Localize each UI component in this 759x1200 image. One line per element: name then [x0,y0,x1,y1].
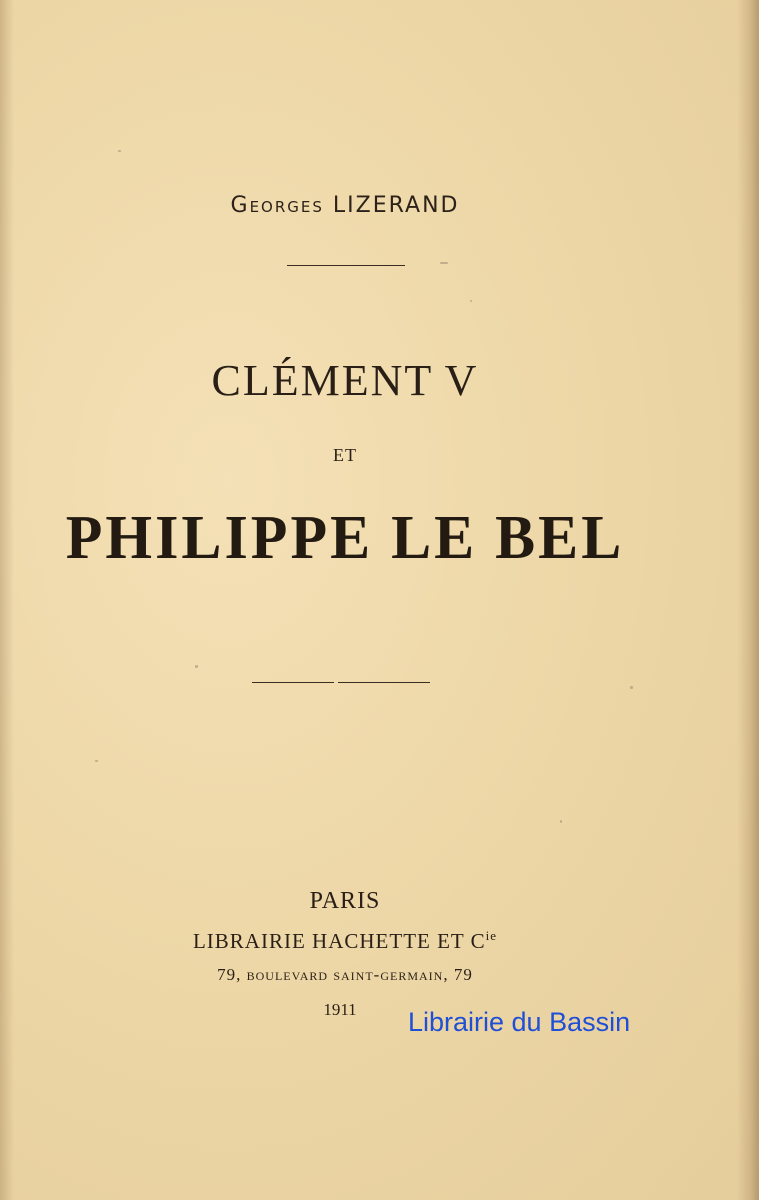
title-divider-right [338,682,430,683]
page-right-edge [737,0,759,1200]
address-number-left: 79, [217,965,242,984]
paper-speck [630,686,633,689]
paper-speck [95,760,98,762]
publisher-name: LIBRAIRIE HACHETTE ET C [192,929,486,953]
author-last-name: LIZERAND [332,193,460,218]
author-first-name: Georges [230,193,324,218]
author-divider [287,265,405,266]
author-name [0,193,690,218]
imprint-address [0,965,690,985]
title-divider-left [252,682,334,683]
imprint-year: 1911 [323,1000,357,1019]
address-number-right: 79 [453,965,473,984]
publisher-suffix: ie [485,928,498,943]
seller-watermark: Librairie du Bassin [408,1007,631,1037]
imprint-city: PARIS [309,888,381,914]
title-line-1: CLÉMENT V [211,356,479,405]
title-connector: ET [333,445,357,465]
paper-speck [560,820,562,823]
address-street: boulevard saint-germain, [246,965,449,984]
title-line-2: PHILIPPE LE BEL [65,502,625,572]
paper-speck [118,150,121,152]
paper-speck [470,300,472,302]
paper-speck [440,262,448,264]
imprint-publisher [0,928,690,954]
page-left-shadow [0,0,14,1200]
paper-speck [195,665,198,668]
